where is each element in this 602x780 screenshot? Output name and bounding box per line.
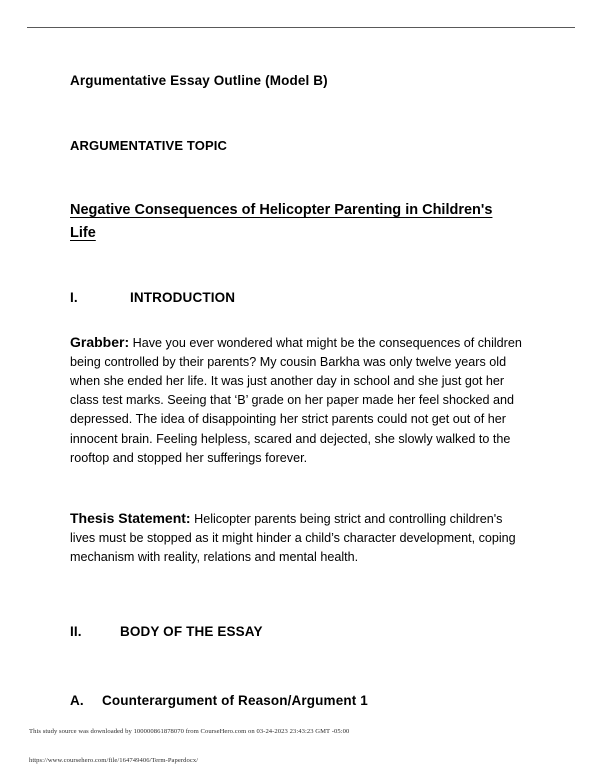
thesis-text: Helicopter parents being strict and controlling children's lives must be stopped as it might hinder a child’s character development, coping mechanism with reality, relations and mental health. (70, 511, 516, 565)
section-heading-counterargument (70, 692, 532, 711)
header-divider (27, 27, 575, 28)
grabber-text: Have you ever wondered what might be the consequences of children being controlled by their parents? My cousin Barkha was only twelve years old when she ended her life. It was just another day in school and she just got her class test marks. Seeing that ‘B’ grade on her paper made her feel shocked and depressed. The idea of disappointing her strict parents could not get out of her innocent brain. Feeling helpless, scared and dejected, she slowly walked to the rooftop and stopped her sufferings forever. (70, 335, 522, 465)
paragraph-spacer (70, 498, 532, 508)
section-heading-body (70, 623, 532, 642)
section-marker: I. (70, 289, 78, 305)
document-content (70, 72, 532, 735)
section-label: Counterargument of Reason/Argument 1 (102, 693, 368, 709)
argumentative-topic-label: ARGUMENTATIVE TOPIC (70, 137, 228, 153)
section-marker: II. (70, 624, 82, 640)
document-footer (0, 728, 602, 764)
section-spacer (70, 597, 532, 623)
grabber-paragraph (70, 332, 530, 468)
section-label: BODY OF THE ESSAY (120, 624, 263, 640)
thesis-paragraph (70, 508, 530, 568)
thesis-label: Thesis Statement: (70, 509, 191, 526)
section-spacer (70, 666, 532, 692)
document-title: Argumentative Essay Outline (Model B) (70, 73, 328, 88)
section-label: INTRODUCTION (130, 289, 236, 305)
section-marker: A. (70, 693, 84, 709)
section-heading-introduction (70, 289, 532, 308)
essay-main-heading: Negative Consequences of Helicopter Parenting in Children's Life (70, 202, 493, 241)
download-watermark: This study source was downloaded by 100000861878070 from CourseHero.com on 03-24-2023 23:43:23 GMT -05:00 (29, 728, 350, 735)
grabber-label: Grabber: (70, 333, 130, 350)
source-url: https://www.coursehero.com/file/164749406/Term-Paperdocx/ (29, 757, 199, 764)
